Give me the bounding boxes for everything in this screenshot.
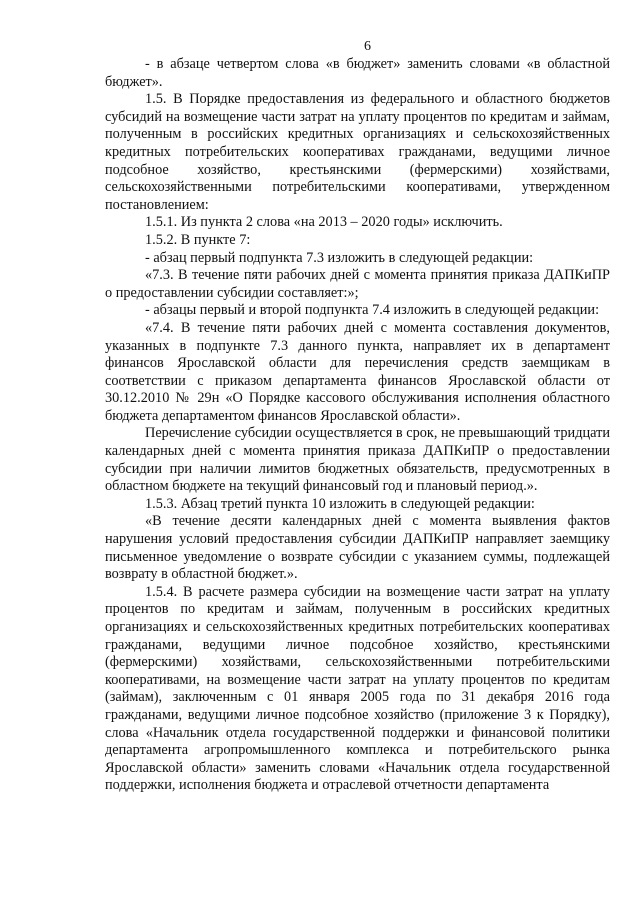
paragraph-quote-10: «В течение десяти календарных дней с момента выявления фактов нарушения условий предоставления субсидии ДАПКиПР направляет заемщику письменное уведомление о возврате субсидии с указанием суммы, подлежащей возврату в областной бюджет.».	[105, 513, 610, 583]
paragraph-quote-7-3: «7.3. В течение пяти рабочих дней с момента принятия приказа ДАПКиПР о предоставлении субсидии составляет:»;	[105, 267, 610, 301]
paragraph-1-5-3: 1.5.3. Абзац третий пункта 10 изложить в следующей редакции:	[145, 495, 535, 512]
page-number: 6	[364, 39, 371, 54]
document-page	[105, 38, 610, 795]
paragraph-quote-7-4: «7.4. В течение пяти рабочих дней с момента составления документов, указанных в подпункте 7.3 данного пункта, направляет их в департамент финансов Ярославской области для перечисления средств заемщикам в соответствии с приказом департамента финансов Ярославской области от 30.12.2010 № 29н «О Порядке кассового обслуживания исполнения областного бюджета департаментом финансов Ярославской области».	[105, 319, 610, 424]
paragraph-1-5-1: 1.5.1. Из пункта 2 слова «на 2013 – 2020 годы» исключить.	[145, 214, 503, 231]
paragraph-1-5-2: 1.5.2. В пункте 7:	[145, 231, 251, 248]
paragraph-abzacy-7-4: - абзацы первый и второй подпункта 7.4 изложить в следующей редакции:	[145, 302, 600, 319]
paragraph-1-5-4: 1.5.4. В расчете размера субсидии на возмещение части затрат на уплату процентов по кредитам и займам, полученным в российских кредитных организациях и сельскохозяйственных кредитных потребительских кооперативах гражданами, ведущими личное подсобное хозяйство, крестьянскими (фермерскими) хозяйствами, сельскохозяйственными потребительскими кооперативами, на возмещение части затрат на уплату процентов по кредитам (займам), заключенным с 01 января 2005 года по 31 декабря 2016 года гражданами, ведущими личное подсобное хозяйство (приложение 3 к Порядку), слова «Начальник отдела государственной поддержки и финансовой политики департамента агропромышленного комплекса и потребительского рынка Ярославской области» заменить словами «Начальник отдела государственной поддержки, исполнения бюджета и отраслевой отчетности департамента	[105, 583, 610, 794]
paragraph-1-5: 1.5. В Порядке предоставления из федерального и областного бюджетов субсидий на возмещение части затрат на уплату процентов по кредитам и займам, полученным в российских кредитных организациях и сельскохозяйственных кредитных потребительских кооперативах гражданами, ведущими личное подсобное хозяйство, крестьянскими (фермерскими) хозяйствами, сельскохозяйственными потребительскими кооперативами, утвержденном постановлением:	[105, 91, 610, 213]
paragraph-perechislenie: Перечисление субсидии осуществляется в срок, не превышающий тридцати календарных дней с момента принятия приказа ДАПКиПР о предоставлении субсидии при наличии лимитов бюджетных обязательств, предусмотренных в областном бюджете на текущий финансовый год и плановый период.».	[105, 425, 610, 495]
paragraph-abzac-7-3: - абзац первый подпункта 7.3 изложить в следующей редакции:	[145, 249, 534, 266]
paragraph-abzac-chetvertyi: - в абзаце четвертом слова «в бюджет» заменить словами «в областной бюджет».	[105, 56, 610, 90]
